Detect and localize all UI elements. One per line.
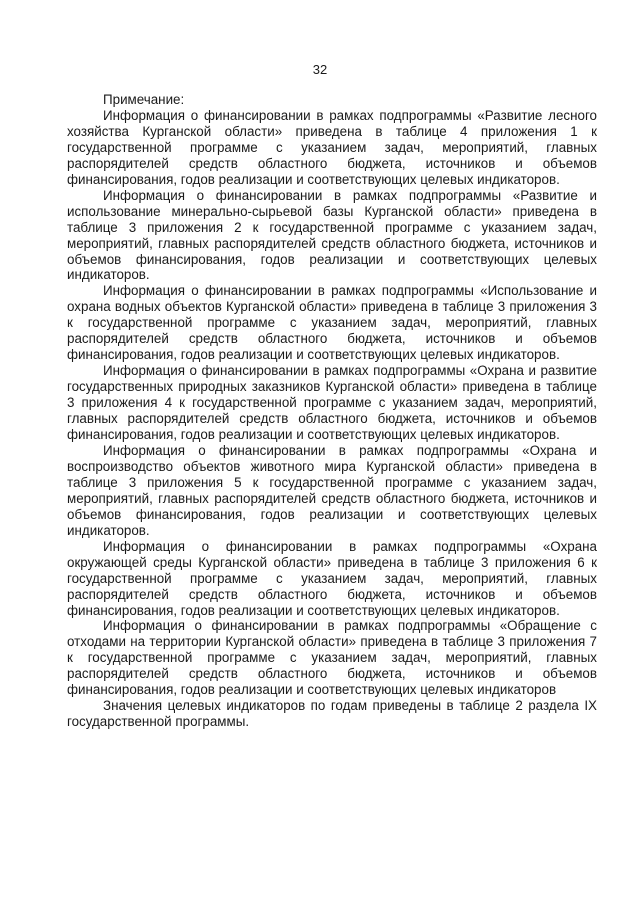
paragraph-nature-reserves: Информация о финансировании в рамках подпрограммы «Охрана и развитие государственных природных заказников Курганской области» приведена в таблице 3 приложения 4 к государственной программе с указанием задач, мероприятий, главных распорядителей средств областного бюджета, источников и объемов финансирования, годов реализации и соответствующих целевых индикаторов.	[67, 363, 597, 443]
document-body	[67, 92, 597, 730]
paragraph-waste: Информация о финансировании в рамках подпрограммы «Обращение с отходами на территории Курганской области» приведена в таблице 3 приложения 7 к государственной программе с указанием задач, мероприятий, главных распорядителей средств областного бюджета, источников и объемов финансирования, годов реализации и соответствующих целевых индикаторов	[67, 618, 597, 698]
paragraph-environment: Информация о финансировании в рамках подпрограммы «Охрана окружающей среды Курганской области» приведена в таблице 3 приложения 6 к государственной программе с указанием задач, мероприятий, главных распорядителей средств областного бюджета, источников и объемов финансирования, годов реализации и соответствующих целевых индикаторов.	[67, 538, 597, 618]
paragraph-target-indicators: Значения целевых индикаторов по годам приведены в таблице 2 раздела IX государственной программы.	[67, 698, 597, 730]
page-number: 32	[312, 62, 328, 77]
paragraph-water-objects: Информация о финансировании в рамках подпрограммы «Использование и охрана водных объектов Курганской области» приведена в таблице 3 приложения 3 к государственной программе с указанием задач, мероприятий, главных распорядителей средств областного бюджета, источников и объемов финансирования, годов реализации и соответствующих целевых индикаторов.	[67, 283, 597, 363]
note-label: Примечание:	[103, 92, 185, 107]
paragraph-wildlife: Информация о финансировании в рамках подпрограммы «Охрана и воспроизводство объектов животного мира Курганской области» приведена в таблице 3 приложения 5 к государственной программе с указанием задач, мероприятий, главных распорядителей средств областного бюджета, источников и объемов финансирования, годов реализации и соответствующих целевых индикаторов.	[67, 442, 597, 538]
paragraph-mineral-resources: Информация о финансировании в рамках подпрограммы «Развитие и использование минерально-сырьевой базы Курганской области» приведена в таблице 3 приложения 2 к государственной программе с указанием задач, мероприятий, главных распорядителей средств областного бюджета, источников и объемов финансирования, годов реализации и соответствующих целевых индикаторов.	[67, 187, 597, 283]
paragraph-forestry: Информация о финансировании в рамках подпрограммы «Развитие лесного хозяйства Курганской области» приведена в таблице 4 приложения 1 к государственной программе с указанием задач, мероприятий, главных распорядителей средств областного бюджета, источников и объемов финансирования, годов реализации и соответствующих целевых индикаторов.	[67, 107, 597, 187]
